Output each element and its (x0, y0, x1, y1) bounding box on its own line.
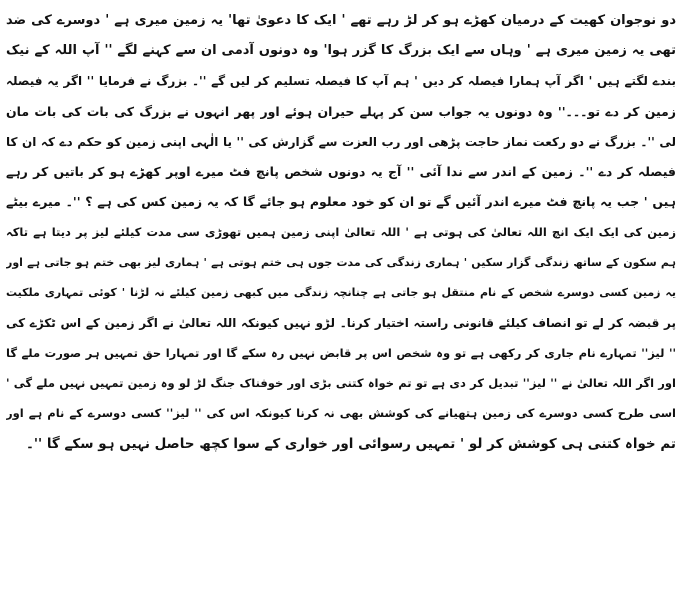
text-line: دو نوجوان کھیت کے درمیان کھڑے ہو کر لڑ رہے تھے ' ایک کا دعویٰ تھا' یہ زمین میری ہے ' دوسرے کی ضد (6, 13, 676, 28)
text-line: لی ''۔ بزرگ نے دو رکعت نماز حاجت پڑھی اور رب العزت سے گزارش کی '' یا الٰہی اپنی زمین کو حکم دے کہ ان کا (6, 134, 676, 149)
text-line: زمین کی ایک ایک انچ اللہ تعالیٰ کی ہوتی ہے ' اللہ تعالیٰ اپنی زمین ہمیں تھوڑی سی مدت کیلئے لیز پر دیتا ہے تاکہ (6, 225, 676, 240)
text-line: بندے لگتے ہیں ' اگر آپ ہمارا فیصلہ کر دیں ' ہم آپ کا فیصلہ تسلیم کر لیں گے ''۔ بزرگ نے فرمایا '' اگر یہ فیصلہ (6, 74, 676, 89)
text-line: ہیں ' جب یہ پانچ فٹ میرے اندر آئیں گے تو ان کو خود معلوم ہو جائے گا کہ یہ زمین کس کی ہے ؟ ''۔ میرے بیٹے (6, 194, 676, 210)
text-line: فیصلہ کر دے ''۔ زمین کے اندر سے ندا آئی '' آج یہ دونوں شخص پانچ فٹ میرے اوپر کھڑے ہو کر باتیں کر رہے (6, 163, 676, 179)
text-line: ہم سکون کے ساتھ زندگی گزار سکیں ' ہماری زندگی کی مدت جوں ہی ختم ہوتی ہے ' ہماری لیز بھی ختم ہو جاتی ہے اور (6, 255, 676, 269)
text-line: '' لیز'' تمہارے نام جاری کر رکھی ہے تو وہ شخص اس پر قابض نہیں رہ سکے گا اور تمہارا حق تمہیں ہر صورت ملے گا (6, 346, 676, 361)
text-line: اسی طرح کسی دوسرے کی زمین ہتھیانے کی کوشش بھی نہ کرنا کیونکہ اس کی '' لیز'' کسی دوسرے کے نام ہے اور (6, 406, 676, 421)
text-line: زمین کر دے تو۔۔۔'' وہ دونوں یہ جواب سن کر پہلے حیران ہوئے اور پھر انہوں نے بزرگ کی بات کی بات مان (6, 103, 676, 119)
urdu-text-page (6, 6, 676, 610)
text-line-last: تم خواہ کتنی ہی کوشش کر لو ' تمہیں رسوائی اور خواری کے سوا کچھ حاصل نہیں ہو سکے گا ''۔ (25, 435, 676, 452)
text-line: پر قبضہ کر لے تو انصاف کیلئے قانونی راستہ اختیار کرنا۔ لڑو نہیں کیونکہ اللہ تعالیٰ نے اگر زمین کے اس ٹکڑے کی (6, 315, 676, 330)
text-line: اور اگر اللہ تعالیٰ نے '' لیز'' تبدیل کر دی ہے تو تم خواہ کتنی بڑی اور خوفناک جنگ لڑ لو وہ زمین تمہیں نہیں ملے گی ' (6, 376, 676, 391)
text-line: یہ زمین کسی دوسرے شخص کے نام منتقل ہو جاتی ہے چنانچہ زندگی میں کبھی زمین کیلئے نہ لڑنا ' کوئی تمہاری ملکیت (6, 285, 676, 299)
text-line: تھی یہ زمین میری ہے ' وہاں سے ایک بزرگ کا گزر ہوا' وہ دونوں آدمی ان سے کہنے لگے '' آپ اللہ کے نیک (6, 43, 676, 59)
